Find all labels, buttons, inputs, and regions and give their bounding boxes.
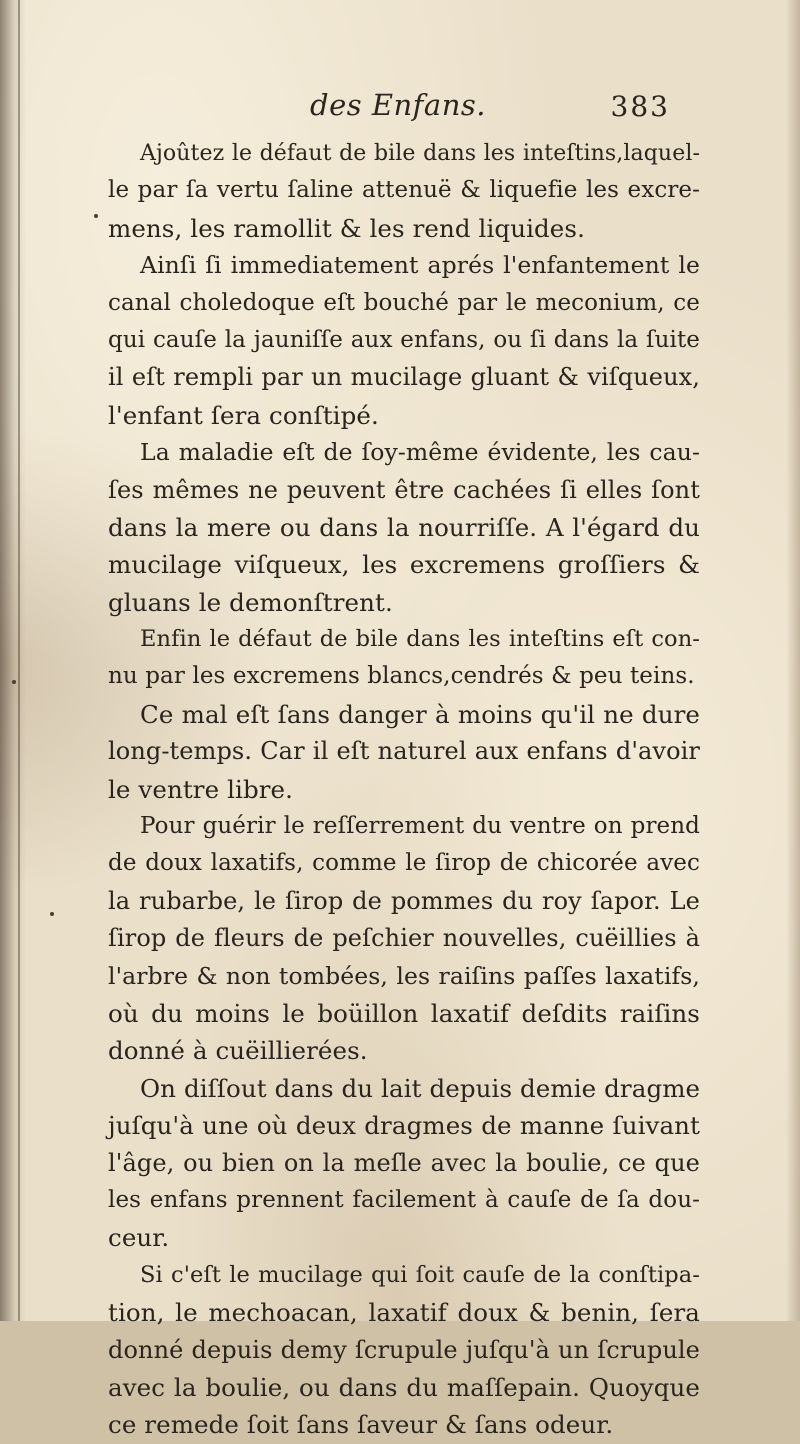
page-edge-shadow [786, 0, 800, 1321]
margin-mark [50, 912, 54, 916]
text-line: long-temps. Car il eſt naturel aux enfans d'avoir [108, 737, 700, 766]
page-number: 383 [610, 90, 670, 123]
text-line: La maladie eſt de ſoy-même évidente, les cau- [140, 438, 700, 467]
text-line: canal choledoque eſt bouché par le meconium, ce [108, 289, 700, 316]
text-line: dans la mere ou dans la nourriſſe. A l'égard du [108, 512, 700, 542]
text-line: ſirop de fleurs de peſchier nouvelles, cuëillies à [108, 924, 700, 953]
text-line: Ajoûtez le défaut de bile dans les inteſtins,laquel- [140, 141, 700, 166]
text-line: Ainſi ſi immediatement aprés l'enfantement le [140, 251, 700, 280]
text-line: le ventre libre. [108, 774, 294, 804]
text-line: mucilage viſqueux, les excremens groſſiers & [108, 550, 700, 580]
text-line: Si c'eſt le mucilage qui ſoit cauſe de la conſtipa- [140, 1261, 700, 1288]
text-line: l'arbre & non tombées, les raiſins paſſes laxatifs, [108, 961, 700, 990]
text-line: juſqu'à une où deux dragmes de manne ſuivant [108, 1111, 700, 1141]
text-line: Pour guérir le reſſerrement du ventre on prend [140, 813, 700, 840]
text-line: le par ſa vertu ſaline attenuë & liquefie les excre- [108, 177, 700, 204]
text-line: gluans le demonſtrent. [108, 587, 393, 617]
text-line: tion, le mechoacan, laxatif doux & benin, ſera [108, 1298, 700, 1328]
text-line: la rubarbe, le ſirop de pommes du roy ſapor. Le [108, 886, 700, 915]
text-line: l'enfant ſera conſtipé. [108, 400, 379, 430]
text-line: l'âge, ou bien on la meſle avec la boulie, ce que [108, 1148, 700, 1177]
margin-mark [94, 214, 98, 218]
text-line: où du moins le boüillon laxatif deſdits raiſins [108, 998, 700, 1028]
running-head-title: des Enfans. [310, 88, 486, 122]
text-line: il eſt rempli par un mucilage gluant & viſqueux, [108, 363, 700, 392]
text-line: ceur. [108, 1223, 170, 1253]
text-line: avec la boulie, ou dans du maſſepain. Quoyque [108, 1372, 700, 1402]
text-line: ce remede ſoit ſans ſaveur & ſans odeur. [108, 1410, 614, 1440]
spine-crease [18, 0, 20, 1321]
spine-shadow [0, 0, 26, 1321]
text-line: nu par les excremens blancs,cendrés & peu teins. [108, 663, 695, 690]
running-head [108, 88, 678, 132]
text-line: ſes mêmes ne peuvent être cachées ſi elles ſont [108, 475, 700, 504]
text-line: Ce mal eſt ſans danger à moins qu'il ne dure [140, 699, 700, 729]
body-text [108, 135, 700, 1444]
text-line: donné à cuëillierées. [108, 1036, 368, 1066]
text-line: qui cauſe la jauniſſe aux enfans, ou ſi dans la ſuite [108, 326, 700, 353]
text-line: les enfans prennent facilement à cauſe de ſa dou- [108, 1186, 700, 1213]
margin-mark [12, 680, 16, 684]
text-line: On diſſout dans du lait depuis demie dragme [140, 1073, 701, 1103]
text-line: donné depuis demy ſcrupule juſqu'à un ſcrupule [108, 1335, 700, 1364]
text-line: mens, les ramollit & les rend liquides. [108, 213, 585, 243]
text-line: de doux laxatifs, comme le ſirop de chicorée avec [108, 850, 700, 877]
text-line: Enfin le défaut de bile dans les inteſtins eſt con- [140, 626, 700, 653]
